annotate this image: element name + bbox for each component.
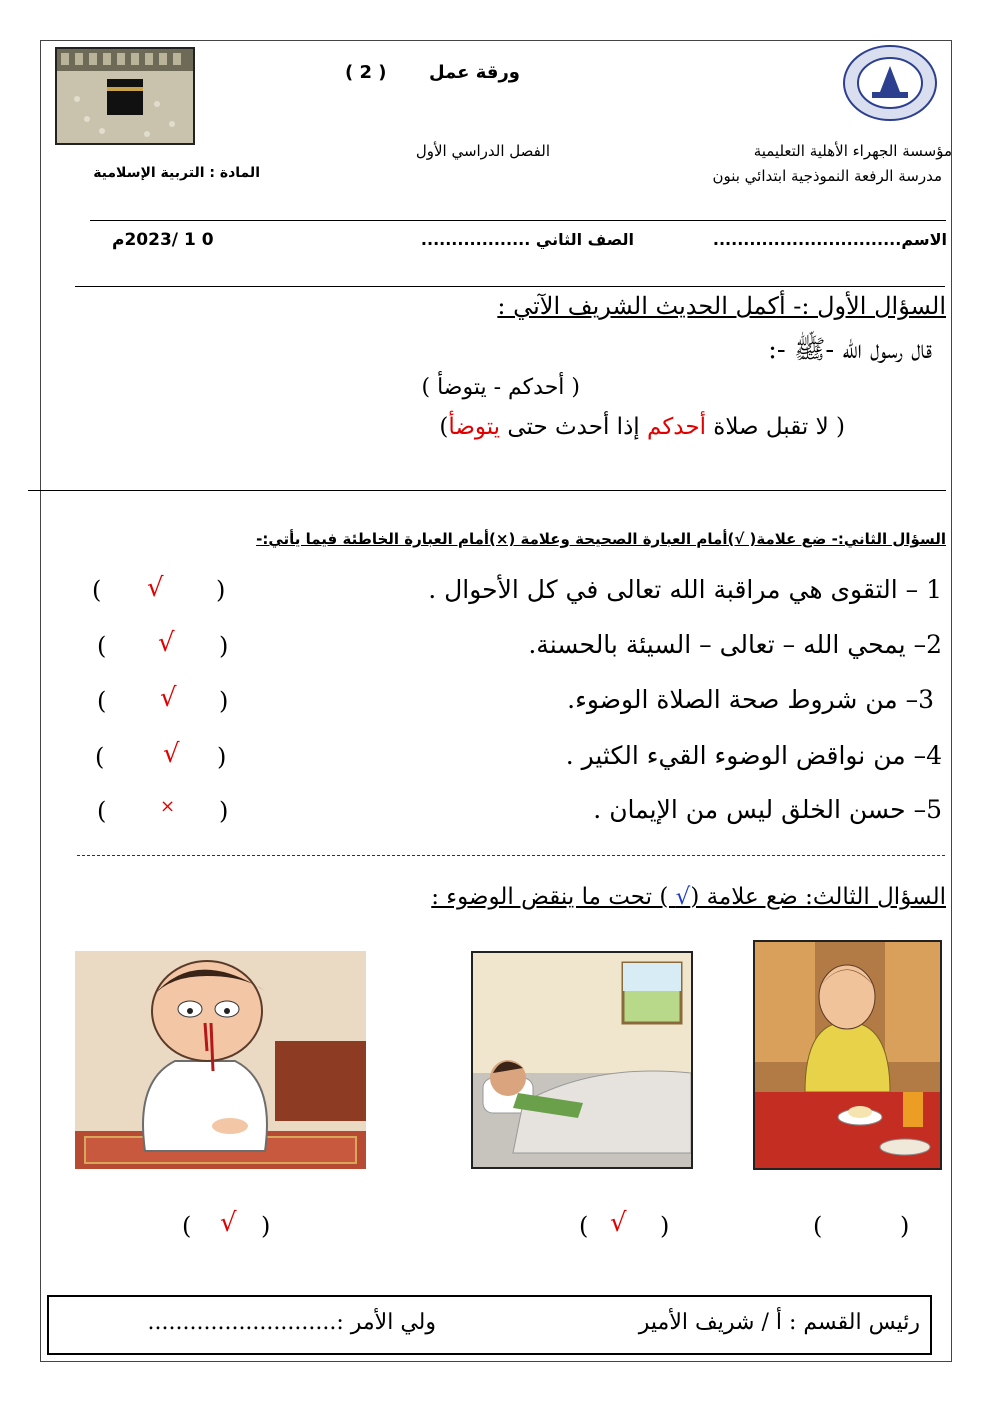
answer-paren-close: ) <box>219 687 229 715</box>
worksheet-title-text: ورقة عمل <box>429 62 520 83</box>
q2-item-text: 3– من شروط صحة الصلاة الوضوء. <box>567 685 934 714</box>
q3-title-mark: √ <box>675 884 691 910</box>
answer-paren-open: ( <box>182 1212 192 1240</box>
answer-paren-close: ) <box>216 576 226 604</box>
answer-paren-close: ) <box>660 1212 670 1240</box>
hadith-line <box>439 414 845 440</box>
hadith-part3: ) <box>439 414 449 440</box>
q1-word-bank: ( أحدكم - يتوضأ ) <box>421 375 580 400</box>
answer-paren-open: ( <box>579 1212 589 1240</box>
head-of-dept: رئيس القسم : أ / شريف الأمير <box>638 1310 920 1335</box>
answer-mark[interactable]: × <box>160 796 176 817</box>
answer-paren-open: ( <box>95 743 105 771</box>
hadith-part1: ( لا تقبل صلاة <box>705 414 845 440</box>
answer-mark[interactable]: √ <box>160 683 177 713</box>
org-name: مؤسسة الجهراء الأهلية التعليمية <box>753 142 952 160</box>
boy-sleeping-picture <box>471 951 693 1169</box>
date-field: 0 1 /2023م <box>112 230 214 250</box>
answer-mark[interactable]: √ <box>163 739 180 769</box>
hadith-answer-2: يتوضأ <box>448 414 501 440</box>
answer-paren-close: ) <box>900 1212 910 1240</box>
answer-paren-close: ) <box>219 632 229 660</box>
divider <box>90 220 946 221</box>
q2-title: السؤال الثاني:- ضع علامة( √)أمام العبارة الصحيحة وعلامة (×)أمام العبارة الخاطئة فيما يأتي:- <box>256 530 946 548</box>
answer-mark[interactable]: √ <box>610 1208 627 1238</box>
boy-eating-picture <box>753 940 942 1170</box>
answer-mark[interactable]: √ <box>158 628 175 658</box>
worksheet-number: ( 2 ) <box>345 62 387 83</box>
answer-mark[interactable]: √ <box>220 1208 237 1238</box>
answer-paren-open: ( <box>97 632 107 660</box>
student-name-field: الاسم............................... <box>712 230 947 249</box>
boy-nosebleed-picture <box>75 951 366 1169</box>
q1-title: السؤال الأول :- أكمل الحديث الشريف الآتي : <box>497 292 946 320</box>
answer-mark[interactable]: √ <box>147 573 164 603</box>
dashed-divider <box>77 855 945 856</box>
q3-title-part1: السؤال الثالث: ضع علامة ( <box>690 884 946 910</box>
kaaba-photo <box>55 47 195 145</box>
answer-paren-open: ( <box>97 687 107 715</box>
answer-paren-close: ) <box>261 1212 271 1240</box>
worksheet-title <box>429 62 520 83</box>
answer-paren-open: ( <box>92 576 102 604</box>
answer-paren-close: ) <box>217 743 227 771</box>
q2-item-text: 1 – التقوى هي مراقبة الله تعالى في كل الأحوال . <box>428 575 942 604</box>
school-name: مدرسة الرفعة النموذجية ابتدائي بنون <box>712 167 942 185</box>
grade-field: الصف الثاني .................. <box>420 230 634 249</box>
answer-paren-open: ( <box>813 1212 823 1240</box>
q2-item-text: 2– يمحي الله – تعالى – السيئة بالحسنة. <box>528 630 942 659</box>
q3-title <box>431 884 946 910</box>
q3-title-part2: ) تحت ما ينقض الوضوء : <box>431 884 676 910</box>
q2-item-text: 5– حسن الخلق ليس من الإيمان . <box>593 795 942 824</box>
divider <box>28 490 946 491</box>
answer-paren-open: ( <box>97 797 107 825</box>
answer-paren-close: ) <box>219 797 229 825</box>
hadith-part2: إذا أحدث حتى <box>500 414 648 440</box>
q1-intro: قال رسول الله -ﷺ -: <box>768 335 932 365</box>
subject: المادة : التربية الإسلامية <box>93 165 260 181</box>
divider <box>75 286 945 287</box>
guardian-signature: ولي الأمر :........................... <box>147 1310 436 1335</box>
school-logo <box>842 44 938 122</box>
semester: الفصل الدراسي الأول <box>415 142 550 160</box>
q2-item-text: 4– من نواقض الوضوء القيء الكثير . <box>565 741 942 770</box>
hadith-answer-1: أحدكم <box>647 414 706 440</box>
